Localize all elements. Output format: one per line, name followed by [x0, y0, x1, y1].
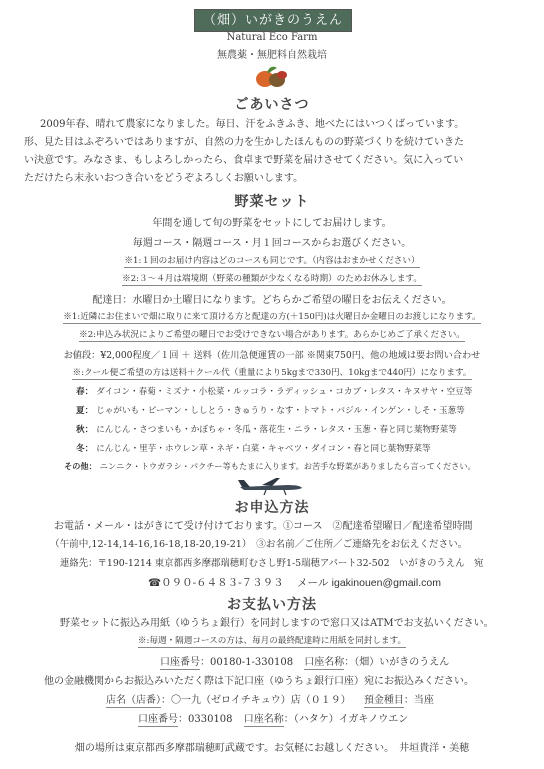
apply-line-2: （午前中,12-14,14-16,16-18,18-20,19-21） ③お名前／ご住所／ご連絡先をお伝えください。	[50, 539, 468, 550]
farm-title: （畑）いがきのうえん	[194, 9, 352, 32]
greeting-heading: ごあいさつ	[234, 97, 310, 113]
season-winter	[76, 442, 431, 454]
account-name: ：（畑）いがきのうえん	[344, 657, 450, 668]
deposit-type: ：当座	[403, 695, 434, 706]
vegset-note-3: ※1:近隣にお住まいで畑に取りに来て頂ける方と配達の方(＋150円)は火曜日か金曜日のお渡しになります。	[63, 312, 481, 322]
airplane-gear-shape	[284, 490, 286, 495]
account-name-label: 口座名称	[243, 714, 284, 725]
contact-address: 連絡先：〒190-1214 東京都西多摩郡瑞穂町むさし野1-5瑞穂アパート32-502 いがきのうえん 宛	[60, 558, 484, 569]
price-line: お値段：¥2,000程度／１回 ＋ 送料（佐川急便運賃の一部 ※関東750円、他の地域は要お問い合わせ	[63, 350, 481, 361]
vegetable-illustration	[255, 64, 289, 90]
account-2	[138, 710, 408, 725]
airplane-tail-shape	[238, 480, 250, 487]
vegset-note-1: ※1:１回のお届け内容はどのコースも同じです。（内容はおまかせください）	[124, 256, 420, 266]
greeting-line-2: 形、見た目はふぞろいではありますが、自然の力を生かしたほんものの野菜づくりを続けていきた	[24, 137, 464, 148]
payment-heading: お支払い方法	[227, 597, 317, 613]
season-items: ニンニク・トウガラシ・パクチー等もたまに入ります。お苦手な野菜がありましたら言ってください。	[99, 461, 476, 471]
season-label: 冬：	[76, 444, 94, 454]
season-items: じゃがいも・ピーマン・ししとう・きゅうり・なす・トマト・バジル・インゲン・しそ・玉葱等	[96, 406, 465, 416]
account-1	[160, 653, 449, 668]
branch-label: 店名（店番）	[106, 695, 161, 706]
vegset-intro-2: 毎週コース・隔週コース・月１回コースからお選びください。	[132, 238, 412, 249]
season-items: にんじん・さつまいも・かぼちゃ・冬瓜・落花生・ニラ・レタス・玉葱・春と同じ葉物野菜等	[96, 425, 457, 435]
greeting-line-1: 2009年春、晴れて農家になりました。毎日、汗をふきふき、地べたにはいつくばっています。	[40, 119, 465, 130]
account-number-label: 口座番号	[138, 714, 178, 725]
account-name: ：（ハタケ）イガキノウエン	[283, 714, 409, 725]
airplane-gear-shape	[264, 490, 266, 495]
season-items: ダイコン・春菊・ミズナ・小松菜・ルッコラ・ラディッシュ・コカブ・レタス・キヌサヤ・空豆等	[96, 387, 473, 397]
vegset-note-4: ※2:申込み状況によりご希望の曜日でお受けできない場合があります。あらかじめご了承ください。	[79, 330, 465, 340]
apply-heading: お申込方法	[234, 500, 310, 516]
payment-line-2: 他の金融機関からお振込みいただく際は下記口座（ゆうちょ銀行口座）宛にお振込みください。	[44, 676, 474, 687]
leaf-shape	[267, 67, 277, 73]
vegset-note-2: ※2:３～４月は端境期（野菜の種類が少なくなる時期）のためお休みします。	[122, 274, 422, 284]
vegset-heading: 野菜セット	[234, 194, 310, 210]
vegset-note-5: ※:クール便ご希望の方は送料＋クール代（重量により5kgまで330円、10kgまで440円）になります。	[72, 368, 472, 378]
account-number: ：0330108	[178, 714, 233, 725]
footer-text: 畑の場所は東京都西多摩郡瑞穂町武蔵です。お気軽にお越しください。 井垣貴洋・美穂	[74, 743, 470, 754]
season-label: その他：	[64, 461, 97, 471]
email-label: メール	[297, 577, 329, 589]
greeting-line-3: い決意です。みなさま、もしよろしかったら、食卓まで野菜を届けさせてください。気に入ってい	[24, 155, 464, 166]
season-other	[64, 461, 476, 472]
season-autumn	[76, 423, 457, 435]
tomato-shape	[277, 71, 287, 79]
season-label: 春：	[76, 387, 94, 397]
airplane-illustration	[236, 476, 306, 496]
delivery-day: 配達日：水曜日か土曜日になります。どちらかご希望の曜日をお伝えください。	[92, 295, 452, 306]
season-summer	[76, 404, 465, 416]
season-label: 夏：	[76, 406, 94, 416]
season-spring	[76, 385, 472, 397]
greeting-line-4: ただけたら末永いおつき合いをどうぞよろしくお願いします。	[24, 173, 304, 184]
season-items: にんじん・里芋・ホウレン草・ネギ・白菜・キャベツ・ダイコン・春と同じ葉物野菜等	[96, 444, 431, 454]
branch-value: ：〇一九（ゼロイチキュウ）店（０１９）	[161, 695, 351, 706]
account-number: ：00180-1-330108	[200, 657, 294, 668]
airplane-wing-shape	[262, 478, 280, 486]
vegset-intro-1: 年間を通して旬の野菜をセットにしてお届けします。	[152, 218, 392, 229]
account-number-label: 口座番号	[160, 657, 200, 668]
phone-number[interactable]: ☎０９０-６４８３-７３９３	[148, 577, 284, 589]
payment-line-1: 野菜セットに振込み用紙（ゆうちょ銀行）を同封しますので窓口又はATMでお支払いください。	[60, 618, 494, 629]
apply-line-1: お電話・メール・はがきにて受け付けております。①コース ②配達希望曜日／配達希望時間	[54, 521, 473, 532]
payment-note: ※:毎週・隔週コースの方は、毎月の最終配達時に用紙を同封します。	[137, 636, 407, 646]
account-name-label: 口座名称	[304, 657, 345, 668]
farm-subtitle-en: Natural Eco Farm	[226, 32, 318, 43]
email-address[interactable]: igakinouen@gmail.com	[331, 577, 441, 589]
season-label: 秋：	[76, 425, 94, 435]
farm-tagline: 無農薬・無肥料自然栽培	[217, 50, 327, 61]
branch-info	[106, 691, 434, 706]
deposit-type-label: 預金種目	[363, 695, 404, 706]
